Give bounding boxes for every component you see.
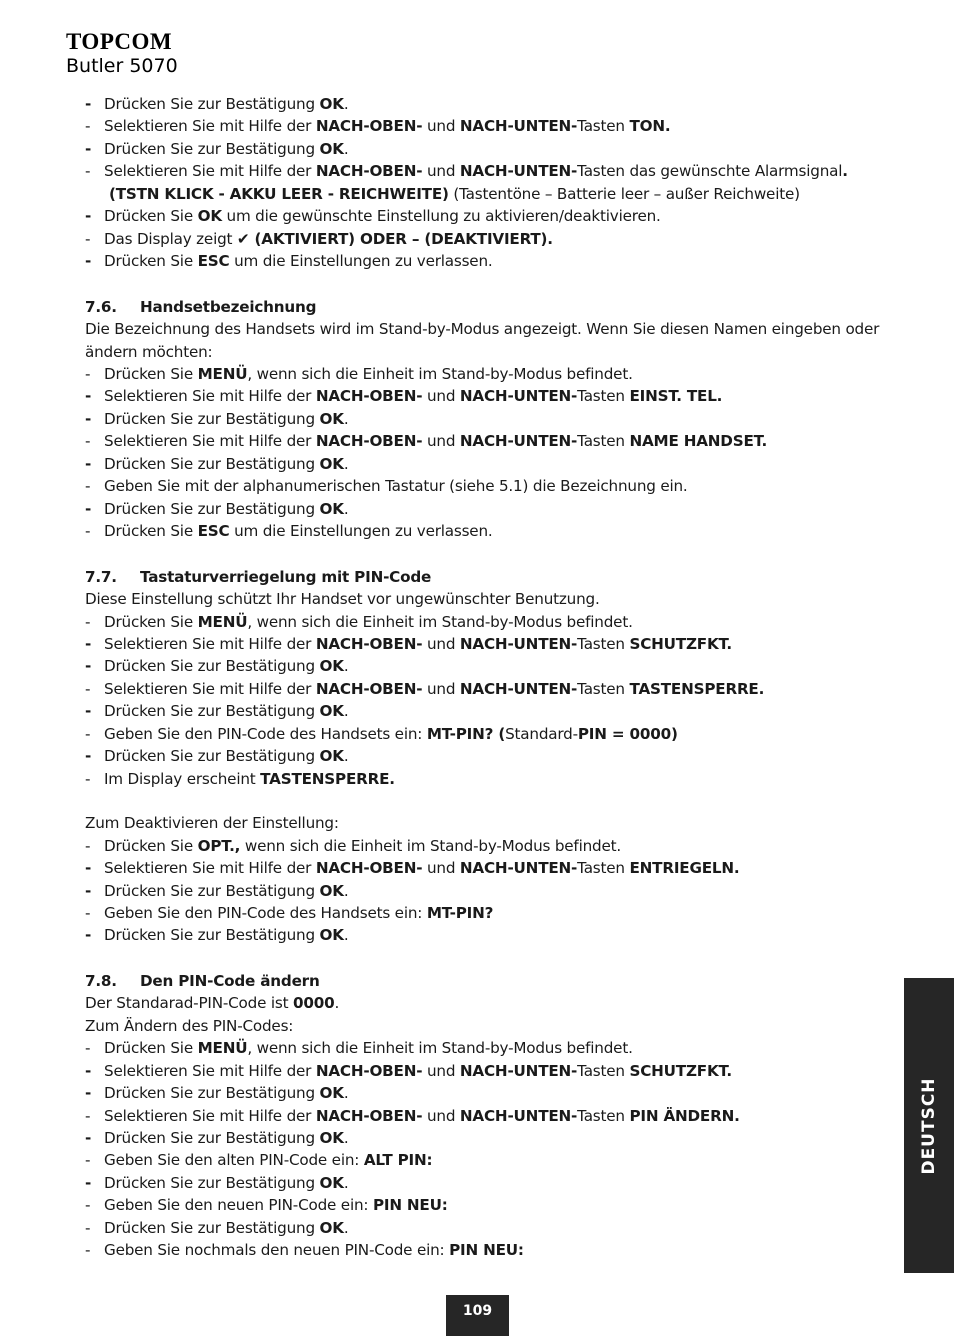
paragraph [85, 588, 895, 610]
text-run: Tasten [577, 117, 630, 136]
text-run: Geben Sie mit der alphanumerischen Tastatur (siehe 5.1) die Bezeichnung ein. [104, 477, 688, 496]
text-run: Tasten [577, 432, 630, 451]
bold-text: ESC [197, 252, 230, 271]
text-run: Drücken Sie zur Bestätigung [104, 1084, 320, 1103]
bold-text: ENTRIEGELN. [629, 859, 740, 878]
bold-text: OK [319, 702, 344, 721]
bold-text: NACH-OBEN- [315, 162, 423, 181]
bold-text: NACH-UNTEN- [459, 162, 578, 181]
list-item-continuation [85, 183, 895, 205]
text-run: Zum Deaktivieren der Einstellung: [85, 814, 339, 833]
list-bullet: - [85, 454, 92, 473]
text-run: und [422, 432, 460, 451]
list-item [85, 1127, 895, 1149]
text-run: . [343, 657, 349, 676]
list-bullet: - [85, 522, 91, 541]
text-run: Drücken Sie zur Bestätigung [104, 409, 320, 428]
page-number: 109 [446, 1295, 509, 1336]
bold-text: NACH-UNTEN- [459, 432, 578, 451]
bold-text: NAME HANDSET. [629, 432, 768, 451]
bold-text: SCHUTZFKT. [629, 634, 732, 653]
text-run: Geben Sie den PIN-Code des Handsets ein: [104, 903, 427, 922]
text-run: Drücken Sie zur Bestätigung [104, 1218, 320, 1237]
text-run: Diese Einstellung schützt Ihr Handset vor ungewünschter Benutzung. [85, 590, 600, 609]
list-item [85, 835, 895, 857]
list-bullet: - [85, 679, 91, 698]
list-item [85, 205, 895, 227]
list-bullet: - [85, 612, 91, 631]
list-item [85, 678, 895, 700]
list-bullet: - [85, 881, 92, 900]
bold-text: NACH-OBEN- [315, 634, 423, 653]
list-item [85, 520, 895, 542]
text-run: und [422, 117, 460, 136]
text-run: Selektieren Sie mit Hilfe der [104, 634, 316, 653]
list-bullet: - [85, 477, 91, 496]
text-run: Tasten [577, 859, 630, 878]
list-item [85, 857, 895, 879]
list-bullet: - [85, 657, 92, 676]
text-run: . [343, 454, 349, 473]
list-item [85, 475, 895, 497]
bold-text: EINST. TEL. [629, 387, 723, 406]
list-bullet: - [85, 1106, 91, 1125]
bold-text: MENÜ [197, 1039, 248, 1058]
text-run: Geben Sie nochmals den neuen PIN-Code ein: [104, 1241, 450, 1260]
list-bullet: - [85, 769, 91, 788]
bold-text: OK [319, 1218, 344, 1237]
list-bullet: - [85, 162, 91, 181]
list-item [85, 1194, 895, 1216]
text-run: Drücken Sie [104, 522, 198, 541]
text-run: Selektieren Sie mit Hilfe der [104, 387, 316, 406]
list-bullet: - [85, 117, 91, 136]
bold-text: NACH-UNTEN- [459, 634, 578, 653]
bold-text: OK [319, 1173, 344, 1192]
bold-text: OK [319, 1129, 344, 1148]
text-run: Geben Sie den neuen PIN-Code ein: [104, 1196, 373, 1215]
text-run: Geben Sie den alten PIN-Code ein: [104, 1151, 364, 1170]
text-run: Selektieren Sie mit Hilfe der [104, 432, 316, 451]
section-number: 7.6. [85, 297, 117, 316]
section-number: 7.8. [85, 971, 117, 990]
list-bullet: - [85, 836, 91, 855]
language-tab [904, 978, 954, 1273]
bold-text: OK [319, 881, 344, 900]
text-run: und [422, 162, 460, 181]
text-run: . [343, 747, 349, 766]
list-bullet: - [85, 859, 92, 878]
list-bullet: - [85, 1129, 92, 1148]
bold-text: OK [319, 657, 344, 676]
text-run: Drücken Sie [104, 207, 198, 226]
list-item [85, 1149, 895, 1171]
page-header [66, 30, 178, 78]
text-run: Der Standarad-PIN-Code ist [85, 994, 293, 1013]
bold-text: OPT., [197, 836, 241, 855]
list-bullet: - [85, 1061, 92, 1080]
bold-text: NACH-UNTEN- [459, 117, 578, 136]
document-body [85, 93, 895, 1262]
text-run: Drücken Sie zur Bestätigung [104, 1173, 320, 1192]
text-run: . [343, 1084, 349, 1103]
text-run: Tasten [577, 1106, 630, 1125]
text-run: . [343, 95, 349, 113]
list-item [85, 1217, 895, 1239]
bold-text: NACH-OBEN- [315, 859, 423, 878]
text-run: Tasten [577, 634, 630, 653]
list-item [85, 363, 895, 385]
text-run: Drücken Sie zur Bestätigung [104, 454, 320, 473]
text-run: und [422, 679, 460, 698]
text-run: . [343, 499, 349, 518]
text-run: Tasten [577, 387, 630, 406]
list-bullet: - [85, 139, 92, 158]
text-run: . [343, 139, 349, 158]
list-bullet: - [85, 1241, 91, 1260]
bold-text: MENÜ [197, 364, 248, 383]
list-item [85, 138, 895, 160]
list-bullet: - [85, 387, 92, 406]
list-item [85, 1037, 895, 1059]
text-run: . [343, 702, 349, 721]
bold-text: OK [319, 139, 344, 158]
bold-text: NACH-UNTEN- [459, 859, 578, 878]
bold-text: OK [319, 747, 344, 766]
bold-text: 0000 [292, 994, 335, 1013]
list-bullet: - [85, 702, 92, 721]
list-bullet: - [85, 229, 91, 248]
list-bullet: - [85, 432, 91, 451]
text-run: . [343, 881, 349, 900]
list-item [85, 1172, 895, 1194]
list-bullet: - [85, 1173, 92, 1192]
list-bullet: - [85, 499, 92, 518]
list-item [85, 115, 895, 137]
text-run: und [422, 1061, 460, 1080]
section-title: Handsetbezeichnung [140, 297, 317, 316]
list-item [85, 1239, 895, 1261]
bold-text: NACH-OBEN- [315, 432, 423, 451]
list-bullet: - [85, 1196, 91, 1215]
list-item [85, 768, 895, 790]
text-run: Selektieren Sie mit Hilfe der [104, 1106, 316, 1125]
bold-text: OK [319, 454, 344, 473]
list-item [85, 723, 895, 745]
text-run: Geben Sie den PIN-Code des Handsets ein: [104, 724, 427, 743]
list-item [85, 924, 895, 946]
bold-text: NACH-UNTEN- [459, 679, 578, 698]
text-run: Selektieren Sie mit Hilfe der [104, 859, 316, 878]
list-bullet: - [85, 747, 92, 766]
list-item [85, 745, 895, 767]
text-run: Tasten [577, 679, 630, 698]
bold-text: (TSTN KLICK - AKKU LEER - REICHWEITE) [109, 184, 449, 203]
text-run: Drücken Sie zur Bestätigung [104, 881, 320, 900]
product-model: Butler 5070 [66, 55, 178, 77]
bold-text: NACH-UNTEN- [459, 1061, 578, 1080]
text-run: , wenn sich die Einheit im Stand-by-Modus befindet. [247, 1039, 633, 1058]
bold-text: NACH-OBEN- [315, 117, 423, 136]
list-bullet: - [85, 95, 92, 113]
list-bullet: - [85, 364, 91, 383]
text-run: und [422, 859, 460, 878]
bold-text: NACH-OBEN- [315, 387, 423, 406]
bold-text: NACH-UNTEN- [459, 1106, 578, 1125]
section-title: Tastaturverriegelung mit PIN-Code [140, 567, 432, 586]
bold-text: PIN NEU: [449, 1241, 524, 1260]
list-item [85, 633, 895, 655]
text-run: Selektieren Sie mit Hilfe der [104, 679, 316, 698]
list-bullet: - [85, 1151, 91, 1170]
text-run: Drücken Sie zur Bestätigung [104, 499, 320, 518]
list-item [85, 430, 895, 452]
list-bullet: - [85, 207, 92, 226]
text-run: Drücken Sie zur Bestätigung [104, 95, 320, 113]
list-bullet: - [85, 1084, 92, 1103]
list-item [85, 611, 895, 633]
text-run: um die Einstellungen zu verlassen. [229, 522, 493, 541]
list-item [85, 1082, 895, 1104]
list-item [85, 228, 895, 250]
text-run: Drücken Sie zur Bestätigung [104, 926, 320, 945]
list-item [85, 498, 895, 520]
text-run: und [422, 1106, 460, 1125]
text-run: um die gewünschte Einstellung zu aktivieren/deaktivieren. [221, 207, 661, 226]
list-item [85, 1060, 895, 1082]
bold-text: TASTENSPERRE. [629, 679, 765, 698]
list-item [85, 408, 895, 430]
bold-text: ALT PIN: [363, 1151, 433, 1170]
brand-logo: TOPCOM [66, 29, 173, 54]
bold-text: OK [319, 926, 344, 945]
bold-text: NACH-OBEN- [315, 679, 423, 698]
language-tab-label: DEUTSCH [919, 1076, 939, 1175]
text-run: (Tastentöne – Batterie leer – außer Reichweite) [448, 184, 800, 203]
list-item [85, 655, 895, 677]
text-run: Drücken Sie zur Bestätigung [104, 747, 320, 766]
bold-text: TON. [629, 117, 671, 136]
bold-text: PIN NEU: [372, 1196, 448, 1215]
bold-text: MT-PIN? ( [426, 724, 506, 743]
list-bullet: - [85, 903, 91, 922]
text-run: Selektieren Sie mit Hilfe der [104, 1061, 316, 1080]
list-item [85, 93, 895, 115]
paragraph [85, 1015, 895, 1037]
text-run: Drücken Sie [104, 364, 198, 383]
list-item [85, 1105, 895, 1127]
bold-text: PIN ÄNDERN. [629, 1106, 740, 1125]
section-title: Den PIN-Code ändern [140, 971, 320, 990]
text-run: Drücken Sie [104, 612, 198, 631]
bold-text: . [842, 162, 848, 181]
bold-text: PIN = 0000) [577, 724, 678, 743]
text-run: um die Einstellungen zu verlassen. [229, 252, 493, 271]
list-item [85, 453, 895, 475]
text-run: , wenn sich die Einheit im Stand-by-Modus befindet. [247, 364, 633, 383]
text-run: Im Display erscheint [104, 769, 261, 788]
text-run: und [422, 387, 460, 406]
text-run: wenn sich die Einheit im Stand-by-Modus befindet. [240, 836, 621, 855]
text-run: . [343, 926, 349, 945]
text-run: Drücken Sie zur Bestätigung [104, 657, 320, 676]
text-run: Drücken Sie [104, 836, 198, 855]
bold-text: OK [319, 95, 344, 113]
text-run: . [343, 409, 349, 428]
bold-text: ESC [197, 522, 230, 541]
text-run: Das Display zeigt [104, 229, 237, 248]
text-run: Die Bezeichnung des Handsets wird im Stand-by-Modus angezeigt. Wenn Sie diesen Namen eingeben oder ändern möchten: [85, 320, 880, 361]
bold-text: NACH-OBEN- [315, 1106, 423, 1125]
list-bullet: - [85, 1218, 91, 1237]
bold-text: ✔ (AKTIVIERT) ODER – (DEAKTIVIERT). [236, 229, 553, 248]
list-bullet: - [85, 1039, 91, 1058]
text-run: Selektieren Sie mit Hilfe der [104, 162, 316, 181]
bold-text: MT-PIN? [426, 903, 494, 922]
list-item [85, 902, 895, 924]
text-run: Tasten [577, 1061, 630, 1080]
text-run: und [422, 634, 460, 653]
text-run: Zum Ändern des PIN-Codes: [85, 1016, 294, 1035]
text-run: Drücken Sie [104, 1039, 198, 1058]
list-bullet: - [85, 724, 91, 743]
paragraph [85, 812, 895, 834]
list-item [85, 250, 895, 272]
text-run: Tasten das gewünschte Alarmsignal [577, 162, 843, 181]
section-number: 7.7. [85, 567, 117, 586]
text-run: Standard- [505, 724, 578, 743]
text-run: Drücken Sie zur Bestätigung [104, 139, 320, 158]
list-bullet: - [85, 409, 92, 428]
text-run: Drücken Sie zur Bestätigung [104, 1129, 320, 1148]
text-run: . [343, 1173, 349, 1192]
bold-text: TASTENSPERRE. [260, 769, 395, 788]
text-run: Drücken Sie zur Bestätigung [104, 702, 320, 721]
list-bullet: - [85, 926, 92, 945]
bold-text: SCHUTZFKT. [629, 1061, 732, 1080]
text-run: . [334, 994, 340, 1013]
list-item [85, 160, 895, 182]
bold-text: OK [319, 499, 344, 518]
bold-text: NACH-UNTEN- [459, 387, 578, 406]
bold-text: MENÜ [197, 612, 248, 631]
text-run: . [343, 1129, 349, 1148]
bold-text: OK [197, 207, 222, 226]
text-run: Selektieren Sie mit Hilfe der [104, 117, 316, 136]
list-bullet: - [85, 634, 92, 653]
list-item [85, 880, 895, 902]
paragraph [85, 318, 895, 363]
list-bullet: - [85, 252, 92, 271]
bold-text: OK [319, 409, 344, 428]
list-item [85, 385, 895, 407]
bold-text: NACH-OBEN- [315, 1061, 423, 1080]
text-run: . [343, 1218, 349, 1237]
paragraph [85, 992, 895, 1014]
section-heading [85, 566, 895, 588]
spacer [85, 790, 895, 812]
bold-text: OK [319, 1084, 344, 1103]
section-heading [85, 296, 895, 318]
section-heading [85, 970, 895, 992]
list-item [85, 700, 895, 722]
text-run: , wenn sich die Einheit im Stand-by-Modus befindet. [247, 612, 633, 631]
text-run: Drücken Sie [104, 252, 198, 271]
